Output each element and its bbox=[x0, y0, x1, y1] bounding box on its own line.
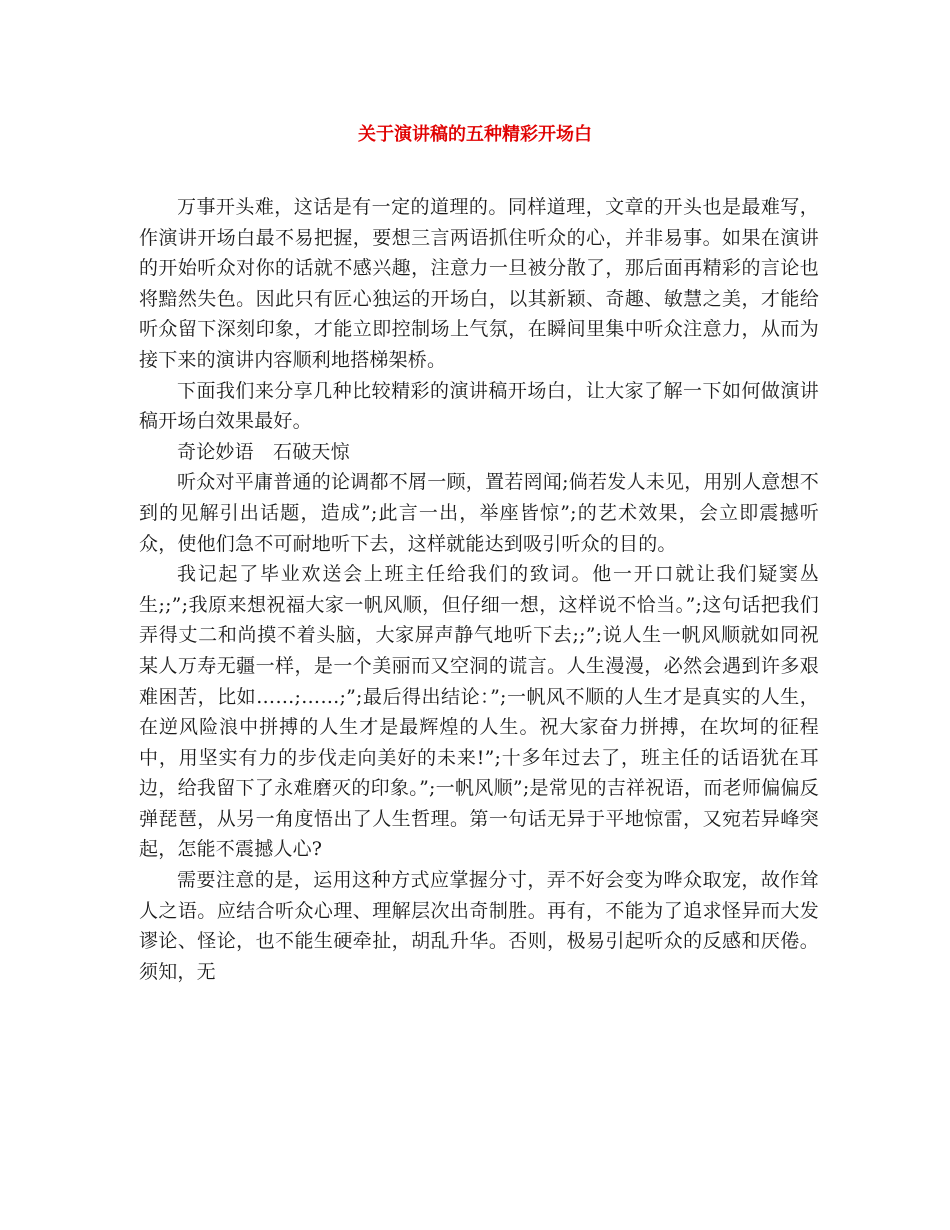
paragraph-explanation: 听众对平庸普通的论调都不屑一顾，置若罔闻;倘若发人未见，用别人意想不到的见解引出话题，造成”;此言一出，举座皆惊”;的艺术效果，会立即震撼听众，使他们急不可耐地听下去，这样就能达到吸引听众的目的。 bbox=[139, 471, 819, 555]
section-heading: 奇论妙语 石破天惊 bbox=[177, 440, 350, 463]
paragraph-intro: 万事开头难，这话是有一定的道理的。同样道理，文章的开头也是最难写，作演讲开场白最不易把握，要想三言两语抓住听众的心，并非易事。如果在演讲的开始听众对你的话就不感兴趣，注意力一旦被分散了，那后面再精彩的言论也将黯然失色。因此只有匠心独运的开场白，以其新颖、奇趣、敏慧之美，才能给听众留下深刻印象，才能立即控制场上气氛，在瞬间里集中听众注意力，从而为接下来的演讲内容顺利地搭梯架桥。 bbox=[139, 196, 819, 371]
paragraph-caution: 需要注意的是，运用这种方式应掌握分寸，弄不好会变为哗众取宠，故作耸人之语。应结合听众心理、理解层次出奇制胜。再有，不能为了追求怪异而大发谬论、怪论，也不能生硬牵扯，胡乱升华。否则，极易引起听众的反感和厌倦。须知，无 bbox=[139, 869, 819, 983]
document-body bbox=[139, 192, 819, 987]
paragraph-example: 我记起了毕业欢送会上班主任给我们的致词。他一开口就让我们疑窦丛生;;”;我原来想祝福大家一帆风顺，但仔细一想，这样说不恰当。”;这句话把我们弄得丈二和尚摸不着头脑，大家屏声静气地听下去;;”;说人生一帆风顺就如同祝某人万寿无疆一样，是一个美丽而又空洞的谎言。人生漫漫，必然会遇到许多艰难困苦，比如……;……;”;最后得出结论：”;一帆风不顺的人生才是真实的人生，在逆风险浪中拼搏的人生才是最辉煌的人生。祝大家奋力拼搏，在坎坷的征程中，用坚实有力的步伐走向美好的未来!”;十多年过去了，班主任的话语犹在耳边，给我留下了永难磨灭的印象。”;一帆风顺”;是常见的吉祥祝语，而老师偏偏反弹琵琶，从另一角度悟出了人生哲理。第一句话无异于平地惊雷，又宛若异峰突起，怎能不震撼人心? bbox=[139, 563, 819, 861]
paragraph-overview: 下面我们来分享几种比较精彩的演讲稿开场白，让大家了解一下如何做演讲稿开场白效果最好。 bbox=[139, 379, 819, 433]
page-title: 关于演讲稿的五种精彩开场白 bbox=[358, 124, 592, 145]
